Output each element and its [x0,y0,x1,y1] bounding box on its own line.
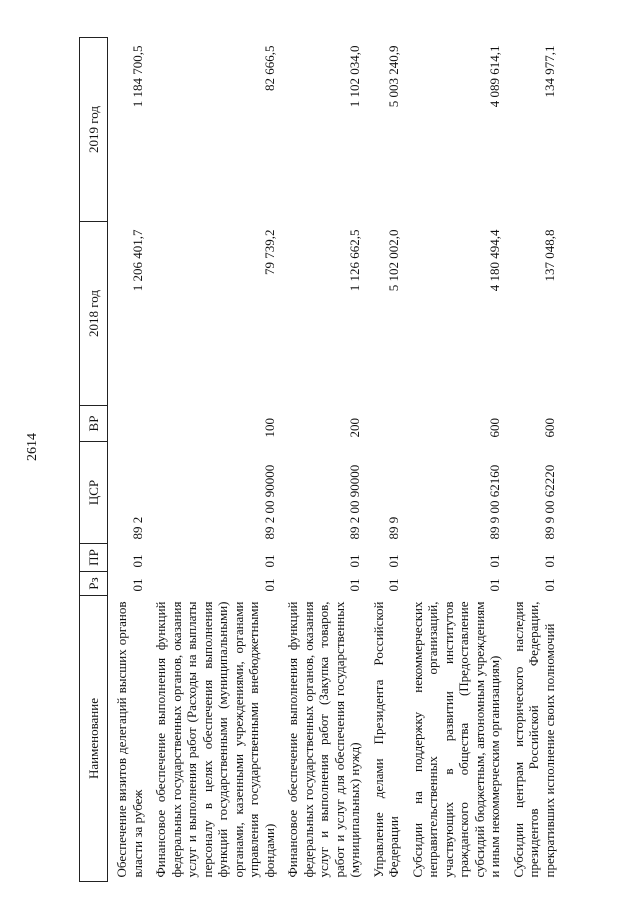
row-2019: 1 102 034,0 [347,45,362,108]
row-name: Управление делами Президента Российской Федерации [370,601,401,878]
row-csr: 89 2 00 90000 [347,464,362,540]
row-name: Обеспечение визитов делегаций высших органов власти за рубеж [114,601,145,878]
row-2019: 134 977,1 [541,45,557,98]
row-pr: 01 [347,554,362,568]
row-rz: 01 [541,578,557,592]
row-2019: 82 666,5 [261,45,277,91]
row-pr: 01 [129,554,145,568]
row-2018: 5 102 002,0 [386,229,401,292]
table-header-row [80,38,108,882]
table-row [404,38,505,882]
row-name: Финансовое обеспечение выполнения функций федеральных государственных органов, оказания услуг и выполнения работ (Закупка товаров, работ и услуг для обеспечения государственных (муниципальных) нужд) [285,601,362,878]
row-rz: 01 [129,578,145,592]
table-row [147,38,279,882]
row-name: Субсидии центрам исторического наследия президентов Российской Федерации, прекративших исполнение своих полномочий [510,601,557,878]
row-name: Финансовое обеспечение выполнения функций федеральных государственных органов, оказания услуг и выполнения работ (Расходы на выплаты персоналу в целях обеспечения выполнения функций государственными (муниципальными) органами, казенными учреждениями, органами управления государственными внебюджетными фондами) [153,601,277,878]
row-csr: 89 9 00 62160 [487,464,502,540]
row-vr: 100 [261,418,277,438]
table-row [505,38,560,882]
row-vr: 600 [541,418,557,438]
row-2019: 1 184 700,5 [129,45,145,108]
header-pr: ПР [80,544,108,572]
row-2018: 1 126 662,5 [347,229,362,292]
row-pr: 01 [541,554,557,568]
header-2018: 2018 год [80,222,108,406]
row-csr: 89 2 00 90000 [261,464,277,540]
header-rz: Рз [80,572,108,596]
row-pr: 01 [487,554,502,568]
row-pr: 01 [386,554,401,568]
row-vr [365,406,404,442]
header-csr: ЦСР [80,442,108,544]
header-name: Наименование [80,596,108,882]
row-2018: 79 739,2 [261,229,277,275]
row-csr: 89 2 [129,516,145,540]
row-2019: 4 089 614,1 [487,45,502,108]
row-rz: 01 [386,578,401,592]
row-csr: 89 9 [386,516,401,540]
row-rz: 01 [261,578,277,592]
header-vr: ВР [80,406,108,442]
row-rz: 01 [487,578,502,592]
row-name: Субсидии на поддержку некоммерческих неправительственных организаций, участвующих в развитии институтов гражданского общества (Предоставление субсидий бюджетным, автономным учреждениям и иным некоммерческим организациям) [409,601,502,878]
row-rz: 01 [347,578,362,592]
row-2019: 5 003 240,9 [386,45,401,108]
row-2018: 1 206 401,7 [129,229,145,292]
page-number: 2614 [25,433,40,461]
row-vr [108,406,148,442]
header-2019: 2019 год [80,38,108,222]
row-vr: 200 [347,418,362,438]
row-pr: 01 [261,554,277,568]
row-csr: 89 9 00 62220 [541,464,557,540]
rotated-page [79,38,591,882]
table-row [365,38,404,882]
row-2018: 137 048,8 [541,229,557,282]
row-vr: 600 [487,418,502,438]
budget-table [79,37,559,882]
table-row [279,38,365,882]
table-row [108,38,148,882]
row-2018: 4 180 494,4 [487,229,502,292]
